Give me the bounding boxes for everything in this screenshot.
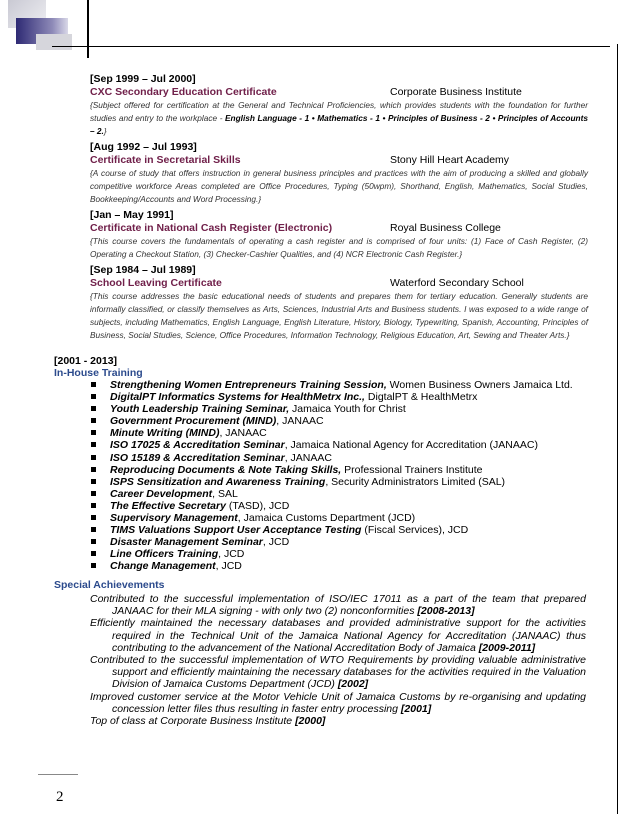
training-item bbox=[91, 427, 611, 439]
bullet-icon bbox=[91, 382, 96, 387]
bullet-icon bbox=[91, 563, 96, 568]
education-entry bbox=[90, 141, 588, 206]
page-number: 2 bbox=[56, 789, 64, 805]
training-name: Reproducing Documents & Note Taking Skills, bbox=[110, 463, 342, 476]
education-entry bbox=[90, 209, 588, 261]
training-organization: DigtalPT & HealthMetrx bbox=[364, 391, 478, 404]
achievement-text: Top of class at Corporate Business Institute bbox=[90, 715, 296, 728]
bullet-icon bbox=[91, 539, 96, 544]
achievement-item bbox=[90, 617, 586, 654]
training-organization: Jamaica Youth for Christ bbox=[289, 403, 406, 416]
achievement-item bbox=[90, 654, 586, 691]
training-item bbox=[91, 379, 611, 391]
training-item bbox=[91, 391, 611, 403]
training-organization: Professional Trainers Institute bbox=[341, 463, 483, 476]
training-name: Disaster Management Seminar bbox=[110, 536, 263, 549]
achievement-text: Efficiently maintained the necessary databases and provided administrative support for the activities required in the Technical Unit of the Jamaica National Agency for Accreditation (JANAAC) thus contributing to the advancement of the National Accreditation Body of Jamaica bbox=[90, 617, 586, 654]
training-name: Minute Writing (MIND) bbox=[110, 427, 220, 440]
entry-title: Certificate in National Cash Register (Electronic) bbox=[90, 222, 333, 234]
header-decoration-gray-small bbox=[36, 34, 72, 50]
training-item bbox=[91, 415, 611, 427]
training-name: The Effective Secretary bbox=[110, 499, 226, 512]
bullet-icon bbox=[91, 455, 96, 460]
achievement-item bbox=[90, 715, 586, 727]
training-organization: , Jamaica Customs Department (JCD) bbox=[237, 512, 416, 525]
training-organization: (TASD), JCD bbox=[225, 499, 290, 512]
entry-description: {This course covers the fundamentals of operating a cash register and is comprised of four units: (1) Face of Cash Register, (2) Operating a Checkout Station, (3) Checker-Cashier Qualities, and (4) NCR Electronic Cash Register.} bbox=[90, 236, 588, 259]
training-organization: , JANAAC bbox=[276, 415, 324, 428]
bullet-icon bbox=[91, 515, 96, 520]
training-organization: , Jamaica National Agency for Accreditation (JANAAC) bbox=[284, 439, 538, 452]
achievement-text: Contributed to the successful implementation of ISO/IEC 17011 as a part of the team that prepared JANAAC for their MLA signing - with only two (2) nonconformities bbox=[90, 593, 586, 618]
bullet-icon bbox=[91, 442, 96, 447]
training-heading: In-House Training bbox=[54, 367, 143, 379]
training-organization: , JCD bbox=[215, 560, 242, 573]
training-organization: , JCD bbox=[218, 548, 245, 561]
entry-date: [Aug 1992 – Jul 1993] bbox=[90, 141, 197, 153]
entry-institution: Stony Hill Heart Academy bbox=[390, 154, 510, 166]
bullet-icon bbox=[91, 467, 96, 472]
achievement-date: [2000] bbox=[295, 715, 326, 728]
achievements-heading: Special Achievements bbox=[54, 579, 165, 591]
achievement-item bbox=[90, 593, 586, 617]
training-name: Line Officers Training bbox=[110, 548, 219, 561]
training-organization: (Fiscal Services), JCD bbox=[361, 524, 469, 537]
entry-title: School Leaving Certificate bbox=[90, 277, 222, 289]
bullet-icon bbox=[91, 406, 96, 411]
achievement-text: Improved customer service at the Motor Vehicle Unit of Jamaica Customs by re-organising and updating concession letter files thus resulting in faster entry processing bbox=[90, 690, 586, 715]
training-name: Career Development bbox=[110, 487, 213, 500]
training-item bbox=[91, 536, 611, 548]
bullet-icon bbox=[91, 503, 96, 508]
training-item bbox=[91, 548, 611, 560]
training-organization: , SAL bbox=[212, 487, 238, 500]
training-item bbox=[91, 452, 611, 464]
training-organization: , Security Administrators Limited (SAL) bbox=[325, 475, 506, 488]
training-organization: , JANAAC bbox=[219, 427, 267, 440]
training-name: Strengthening Women Entrepreneurs Training Session, bbox=[110, 379, 387, 391]
training-name: ISPS Sensitization and Awareness Training bbox=[110, 475, 326, 488]
achievement-date: [2001] bbox=[400, 702, 432, 715]
achievement-item bbox=[90, 691, 586, 715]
bullet-icon bbox=[91, 551, 96, 556]
entry-institution: Corporate Business Institute bbox=[390, 86, 522, 98]
training-item bbox=[91, 512, 611, 524]
bullet-icon bbox=[91, 479, 96, 484]
training-name: DigitalPT Informatics Systems for HealthMetrx Inc., bbox=[110, 391, 365, 404]
entry-institution: Waterford Secondary School bbox=[390, 277, 524, 289]
entry-description: {A course of study that offers instruction in general business principles and practices with the aim of producing a skilled and globally competitive workforce Areas completed are Office Procedures, Typing (50wpm), Shorthand, English, Mathematics, Social Studies, Bookkeeping/Accounts and Word Processing.} bbox=[90, 168, 588, 204]
achievement-text: Contributed to the successful implementation of WTO Requirements by providing valuable administrative support and efficiently maintaining the necessary databases for the activities required in the Valuation Division of Jamaica Customs Department (JCD) bbox=[90, 654, 586, 691]
entry-date: [Jan – May 1991] bbox=[90, 209, 174, 221]
training-organization: Women Business Owners Jamaica Ltd. bbox=[386, 379, 573, 391]
training-date-range: [2001 - 2013] bbox=[54, 355, 118, 367]
entry-institution: Royal Business College bbox=[390, 222, 501, 234]
training-name: TIMS Valuations Support User Acceptance Testing bbox=[110, 524, 362, 537]
training-name: Supervisory Management bbox=[110, 512, 238, 525]
bullet-icon bbox=[91, 394, 96, 399]
training-item bbox=[91, 403, 611, 415]
achievements-list bbox=[90, 593, 586, 727]
header-horizontal-rule bbox=[52, 46, 610, 47]
training-item bbox=[91, 476, 611, 488]
achievement-date: [2009-2011] bbox=[478, 641, 536, 654]
training-name: Youth Leadership Training Seminar, bbox=[110, 403, 290, 416]
training-item bbox=[91, 524, 611, 536]
entry-description: {Subject offered for certification at the General and Technical Proficiencies, which provides students with the foundation for further studies and entry to the workplace - English Language - 1 • Mathematics - 1 • Principles of Business - 2 • Principles of Accounts – 2.} bbox=[90, 100, 588, 136]
entry-title: CXC Secondary Education Certificate bbox=[90, 86, 277, 98]
bullet-icon bbox=[91, 527, 96, 532]
bullet-icon bbox=[91, 491, 96, 496]
education-entry bbox=[90, 73, 588, 138]
page-right-border bbox=[617, 44, 618, 814]
education-entry bbox=[90, 264, 588, 342]
training-item bbox=[91, 500, 611, 512]
training-name: Change Management bbox=[110, 560, 216, 573]
header-vertical-rule bbox=[87, 0, 89, 58]
achievement-date: [2008-2013] bbox=[417, 605, 475, 618]
training-name: ISO 15189 & Accreditation Seminar bbox=[110, 451, 285, 464]
entry-description: {This course addresses the basic educational needs of students and prepares them for tertiary education. Generally students are informally classified, or classify themselves as Arts, Sciences, Industrial Arts and Business students. I was exposed to a wide range of subjects, including Mathematics, English Language, English Literature, History, Biology, Typewriting, Spanish, Accounting, Principles of Business, Social Studies, Science, Office Procedures, Information Technology, Religious Education, Art, Sewing and Theater Arts.} bbox=[90, 291, 588, 340]
training-item bbox=[91, 488, 611, 500]
training-name: Government Procurement (MIND) bbox=[110, 415, 277, 428]
bullet-icon bbox=[91, 418, 96, 423]
entry-date: [Sep 1999 – Jul 2000] bbox=[90, 73, 196, 85]
achievement-date: [2002] bbox=[337, 678, 369, 691]
footer-rule bbox=[38, 774, 78, 775]
training-organization: , JANAAC bbox=[284, 451, 332, 464]
entry-title: Certificate in Secretarial Skills bbox=[90, 154, 241, 166]
bullet-icon bbox=[91, 430, 96, 435]
training-list bbox=[91, 379, 611, 573]
training-item bbox=[91, 439, 611, 451]
training-item bbox=[91, 560, 611, 572]
training-organization: , JCD bbox=[262, 536, 290, 549]
training-item bbox=[91, 464, 611, 476]
entry-date: [Sep 1984 – Jul 1989] bbox=[90, 264, 196, 276]
training-name: ISO 17025 & Accreditation Seminar bbox=[110, 439, 285, 452]
